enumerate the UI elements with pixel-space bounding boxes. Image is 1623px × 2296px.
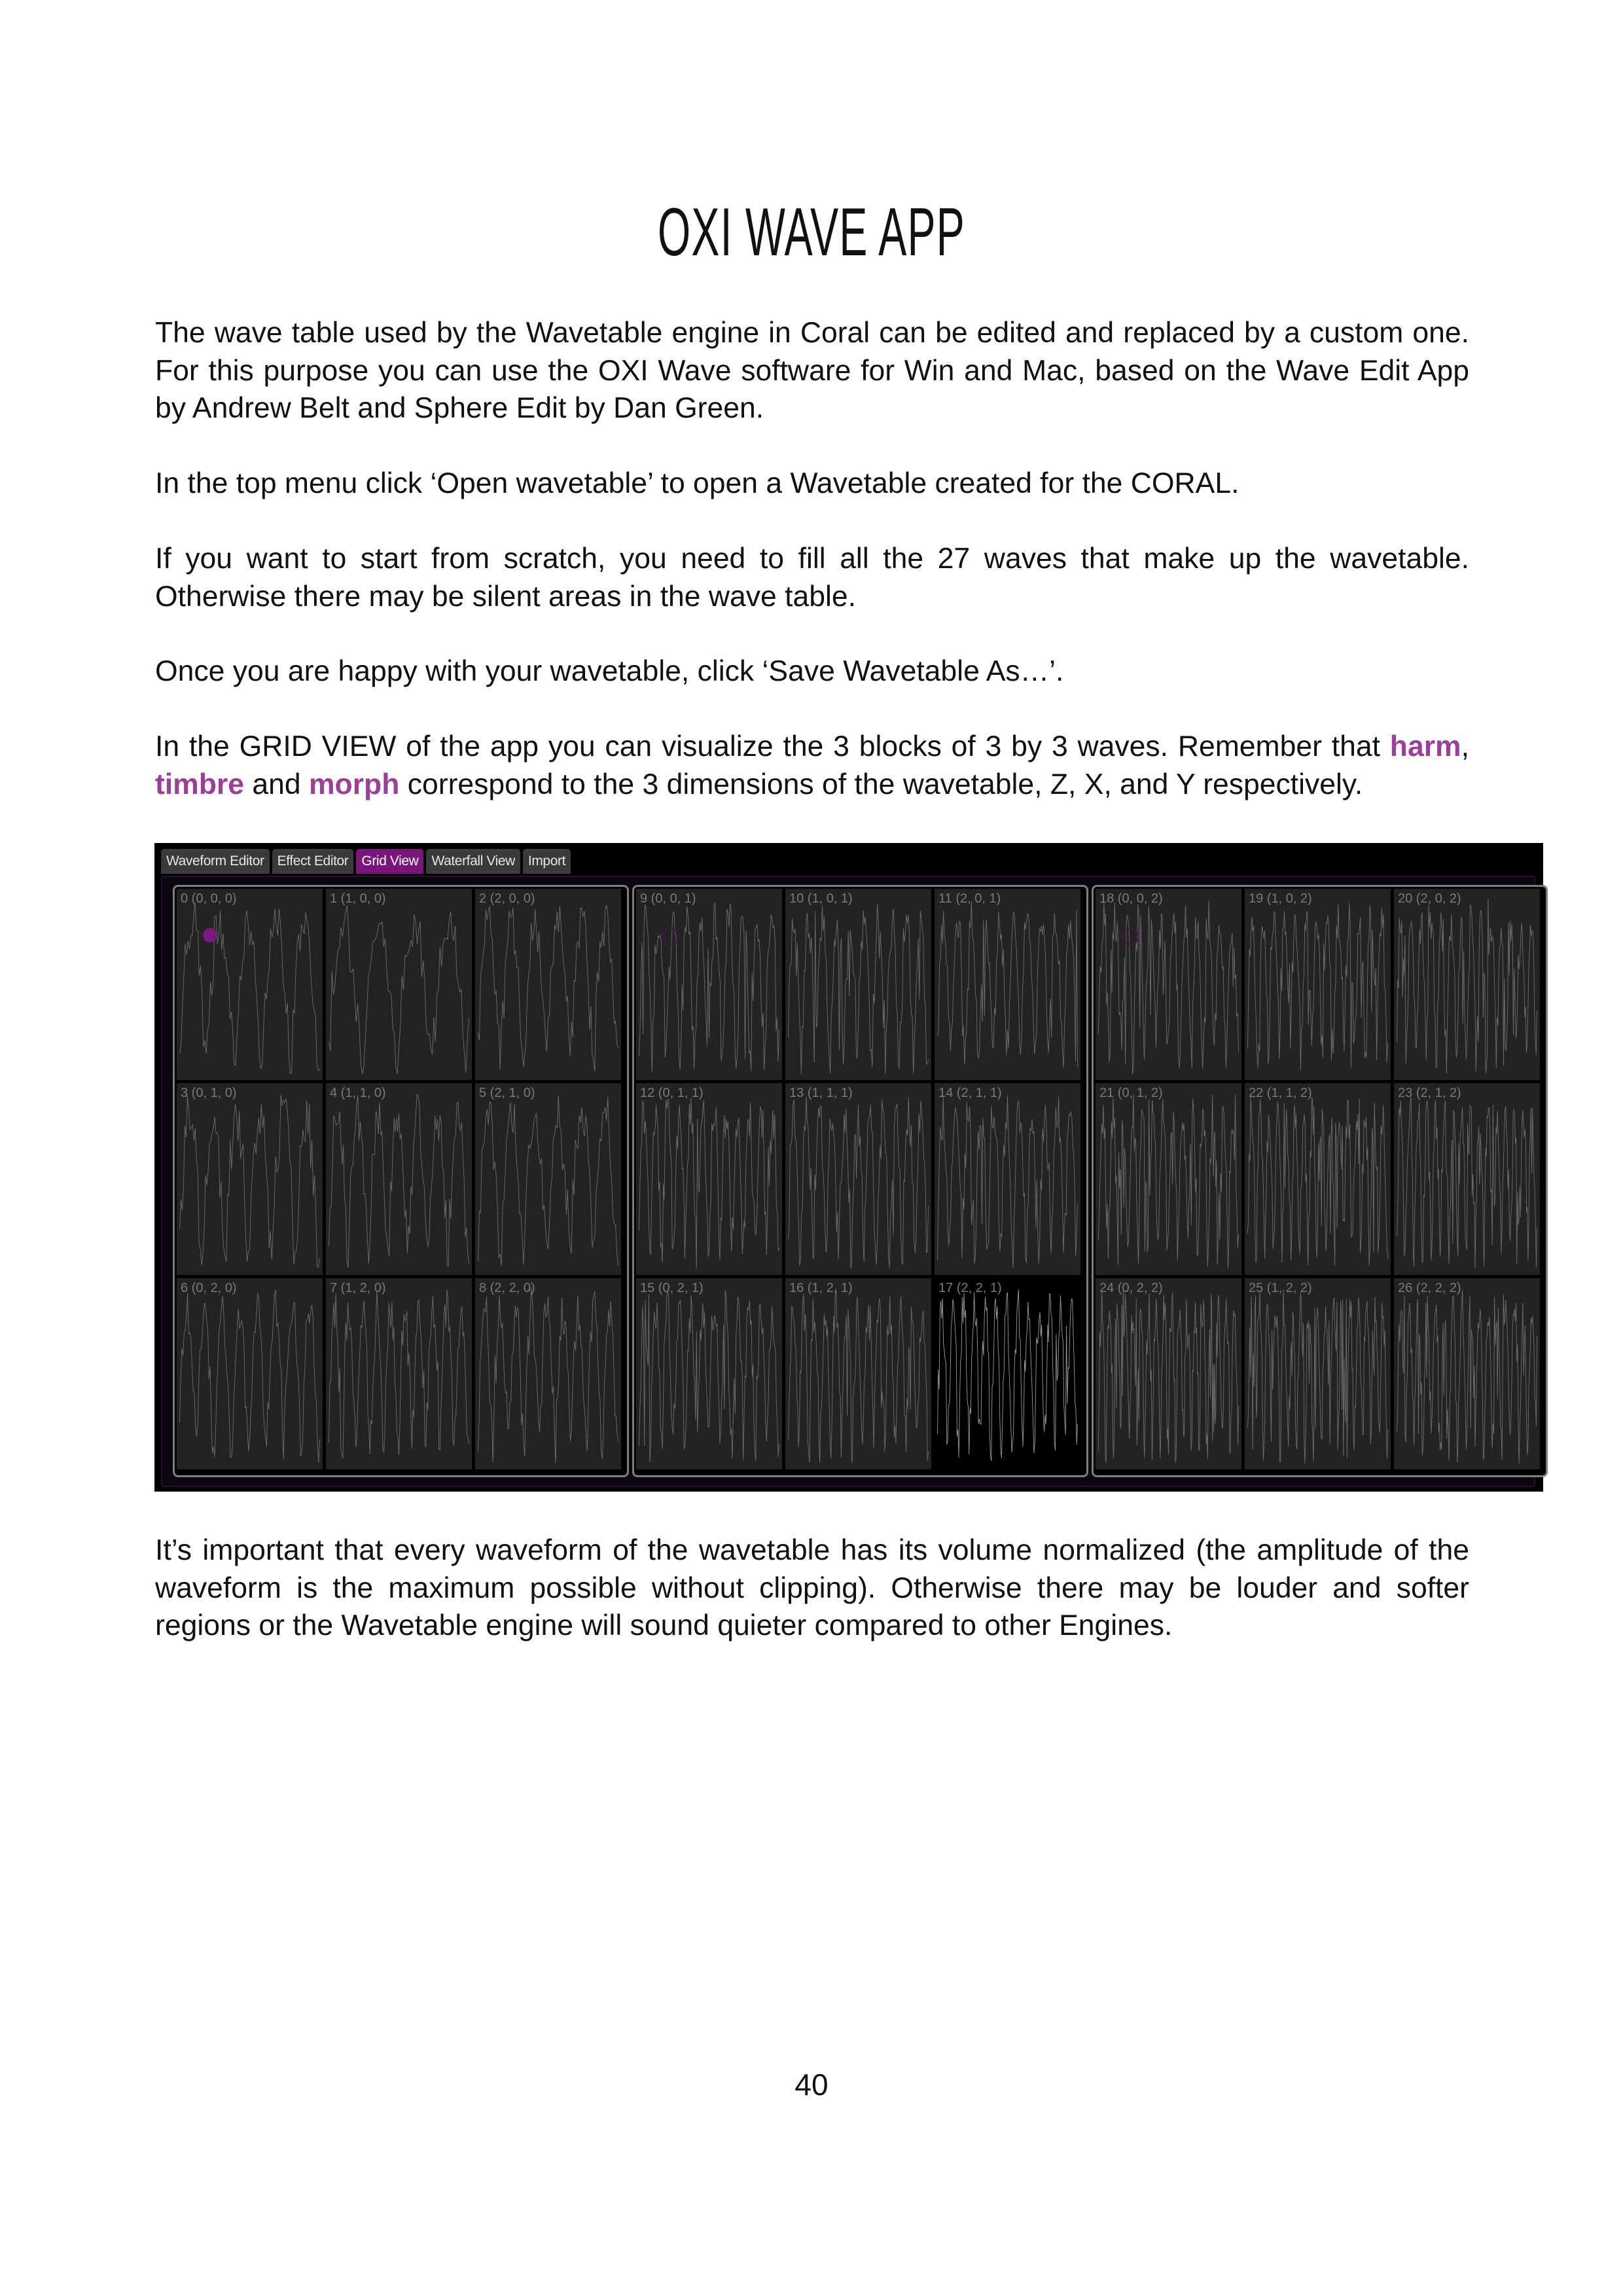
waveform-line xyxy=(788,1288,928,1463)
page-title: OXI WAVE APP xyxy=(658,194,965,270)
waveform-graphic xyxy=(785,1278,931,1469)
wave-cell[interactable] xyxy=(1394,1083,1540,1274)
wave-cell[interactable] xyxy=(636,1083,782,1274)
waveform-line xyxy=(1397,1097,1537,1268)
wave-cell-label: 3 (0, 1, 0) xyxy=(181,1086,237,1101)
wave-cell[interactable] xyxy=(177,1278,323,1469)
wave-cell[interactable] xyxy=(785,1278,931,1469)
wave-cell[interactable] xyxy=(1096,1083,1241,1274)
wave-cell-label: 10 (1, 0, 1) xyxy=(789,891,853,906)
wave-cell[interactable] xyxy=(636,1278,782,1469)
wave-cell[interactable] xyxy=(475,1278,621,1469)
waveform-graphic xyxy=(326,1278,472,1469)
waveform-graphic xyxy=(177,1083,323,1274)
grid-view-panel xyxy=(161,876,1535,1487)
waveform-line xyxy=(329,905,469,1074)
wave-cell-label: 26 (2, 2, 2) xyxy=(1398,1280,1461,1295)
tab-bar xyxy=(161,849,571,874)
wave-cell[interactable] xyxy=(1096,889,1241,1080)
paragraph-save-wavetable: Once you are happy with your wavetable, click ‘Save Wavetable As…’. xyxy=(155,655,1064,687)
waveform-graphic xyxy=(326,889,472,1080)
waveform-graphic xyxy=(1096,889,1241,1080)
grid-view-text-d: correspond to the 3 dimensions of the wavetable, Z, X, and Y respectively. xyxy=(399,768,1363,800)
wave-cell[interactable] xyxy=(326,1278,472,1469)
wave-cell[interactable] xyxy=(935,1083,1080,1274)
wave-cell[interactable] xyxy=(475,1083,621,1274)
wave-cell-label: 14 (2, 1, 1) xyxy=(938,1086,1002,1101)
tab-waterfall-view[interactable]: Waterfall View xyxy=(426,849,520,874)
wave-cell-label: 24 (0, 2, 2) xyxy=(1099,1280,1163,1295)
wave-cell[interactable] xyxy=(1394,1278,1540,1469)
wave-cell-label: 7 (1, 2, 0) xyxy=(330,1280,386,1295)
waveform-graphic xyxy=(935,1083,1080,1274)
wave-cell[interactable] xyxy=(1245,1278,1391,1469)
waveform-graphic xyxy=(475,1278,621,1469)
waveform-line xyxy=(478,905,618,1071)
wave-cell-label: 0 (0, 0, 0) xyxy=(181,891,237,906)
grid-view-text-c: and xyxy=(244,768,309,800)
page-number: 40 xyxy=(794,2068,829,2102)
waveform-graphic xyxy=(326,1083,472,1274)
wave-cell[interactable] xyxy=(935,1278,1080,1469)
wave-cell-label: 5 (2, 1, 0) xyxy=(479,1086,535,1101)
position-marker-icon[interactable] xyxy=(203,928,217,942)
timbre-highlight: timbre xyxy=(155,768,244,800)
waveform-graphic xyxy=(785,889,931,1080)
waveform-line xyxy=(1397,899,1537,1073)
wave-cell-label: 25 (1, 2, 2) xyxy=(1249,1280,1312,1295)
waveform-graphic xyxy=(177,1278,323,1469)
waveform-graphic xyxy=(1245,889,1391,1080)
waveform-line xyxy=(1098,1094,1238,1268)
waveform-line xyxy=(788,1097,928,1269)
waveform-line xyxy=(1247,1289,1387,1463)
waveform-line xyxy=(329,1289,469,1458)
waveform-line xyxy=(1247,903,1387,1070)
waveform-line xyxy=(639,903,779,1072)
wave-block xyxy=(632,885,1088,1477)
waveform-line xyxy=(639,1290,779,1462)
wave-cell-label: 16 (1, 2, 1) xyxy=(789,1280,853,1295)
wave-cell[interactable] xyxy=(475,889,621,1080)
tab-import[interactable]: Import xyxy=(523,849,571,874)
waveform-graphic xyxy=(1245,1083,1391,1274)
waveform-graphic xyxy=(475,889,621,1080)
wave-cell-label: 1 (1, 0, 0) xyxy=(330,891,386,906)
wave-cell[interactable] xyxy=(785,1083,931,1274)
grid-view-text-a: In the GRID VIEW of the app you can visualize the 3 blocks of 3 by 3 waves. Remember that xyxy=(155,730,1390,762)
wave-cell[interactable] xyxy=(1394,889,1540,1080)
waveform-line xyxy=(478,1096,618,1266)
tab-effect-editor[interactable]: Effect Editor xyxy=(272,849,354,874)
wave-cell-label: 11 (2, 0, 1) xyxy=(938,891,1001,906)
wave-cell-label: 8 (2, 2, 0) xyxy=(479,1280,535,1295)
wave-cell-label: 22 (1, 1, 2) xyxy=(1249,1086,1312,1101)
waveform-line xyxy=(179,1289,319,1462)
wave-cell[interactable] xyxy=(935,889,1080,1080)
wave-cell-label: 23 (2, 1, 2) xyxy=(1398,1086,1461,1101)
wave-cell-label: 15 (0, 2, 1) xyxy=(640,1280,704,1295)
wave-cell-label: 13 (1, 1, 1) xyxy=(789,1086,853,1101)
waveform-line xyxy=(788,904,928,1075)
waveform-graphic xyxy=(636,889,782,1080)
waveform-graphic xyxy=(475,1083,621,1274)
waveform-graphic xyxy=(1394,1278,1540,1469)
waveform-graphic xyxy=(177,889,323,1080)
wave-cell-label: 12 (0, 1, 1) xyxy=(640,1086,704,1101)
waveform-graphic xyxy=(1096,1278,1241,1469)
oxi-wave-app-screenshot xyxy=(154,843,1543,1492)
waveform-graphic xyxy=(935,1278,1080,1469)
morph-highlight: morph xyxy=(308,768,400,800)
waveform-graphic xyxy=(785,1083,931,1274)
wave-cell-label: 21 (0, 1, 2) xyxy=(1099,1086,1163,1101)
waveform-line xyxy=(639,1098,779,1269)
paragraph-open-wavetable: In the top menu click ‘Open wavetable’ to open a Wavetable created for the CORAL. xyxy=(155,467,1240,499)
waveform-graphic xyxy=(935,889,1080,1080)
waveform-graphic xyxy=(636,1278,782,1469)
waveform-line xyxy=(937,901,1077,1067)
tab-waveform-editor[interactable]: Waveform Editor xyxy=(161,849,270,874)
paragraph-normalize: It’s important that every waveform of the wavetable has its volume normalized (the amplitude of the waveform is the maximum possible without clipping). Otherwise there may be louder and softer regions or the Wavetable engine will sound quieter compared to other Engines. xyxy=(155,1534,1469,1641)
wave-cell-label: 6 (0, 2, 0) xyxy=(181,1280,237,1295)
harm-highlight: harm xyxy=(1389,730,1461,762)
wave-cell-label: 4 (1, 1, 0) xyxy=(330,1086,386,1101)
wave-cell[interactable] xyxy=(1245,889,1391,1080)
waveform-line xyxy=(937,1096,1077,1268)
wave-cell-label: 17 (2, 2, 1) xyxy=(938,1280,1002,1295)
waveform-graphic xyxy=(636,1083,782,1274)
wave-block xyxy=(1092,885,1548,1477)
paragraph-grid-view xyxy=(155,728,1469,803)
waveform-line xyxy=(1098,901,1238,1074)
wave-cell-label: 9 (0, 0, 1) xyxy=(640,891,696,906)
wave-cell[interactable] xyxy=(326,1083,472,1274)
wave-cell-label: 18 (0, 0, 2) xyxy=(1099,891,1163,906)
wave-cell[interactable] xyxy=(1096,1278,1241,1469)
wave-cell[interactable] xyxy=(326,889,472,1080)
position-marker-icon[interactable] xyxy=(662,928,679,945)
wave-cell-label: 19 (1, 0, 2) xyxy=(1249,891,1312,906)
wave-cell[interactable] xyxy=(636,889,782,1080)
waveform-graphic xyxy=(1245,1278,1391,1469)
wave-cell-label: 2 (2, 0, 0) xyxy=(479,891,535,906)
waveform-line xyxy=(1397,1290,1537,1463)
grid-view-text-b: , xyxy=(1461,730,1469,762)
paragraph-intro: The wave table used by the Wavetable engine in Coral can be edited and replaced by a custom one. For this purpose you can use the OXI Wave software for Win and Mac, based on the Wave Edit App by Andrew Belt and Sphere Edit by Dan Green. xyxy=(155,317,1469,424)
wave-cell[interactable] xyxy=(177,1083,323,1274)
waveform-graphic xyxy=(1394,889,1540,1080)
position-marker-icon[interactable] xyxy=(1122,928,1139,945)
waveform-line xyxy=(1247,1097,1387,1266)
waveform-line xyxy=(937,1289,1077,1461)
waveform-graphic xyxy=(1096,1083,1241,1274)
wave-block xyxy=(173,885,629,1477)
wave-cell[interactable] xyxy=(785,889,931,1080)
waveform-line xyxy=(179,1095,319,1267)
tab-grid-view[interactable]: Grid View xyxy=(356,849,423,874)
wave-cell-label: 20 (2, 0, 2) xyxy=(1398,891,1461,906)
paragraph-start-scratch: If you want to start from scratch, you need to fill all the 27 waves that make up the wavetable. Otherwise there may be silent areas in the wave table. xyxy=(155,543,1469,613)
wave-cell[interactable] xyxy=(1245,1083,1391,1274)
waveform-line xyxy=(478,1287,618,1462)
waveform-line xyxy=(1098,1289,1238,1463)
waveform-line xyxy=(179,903,319,1073)
waveform-graphic xyxy=(1394,1083,1540,1274)
wave-cell[interactable] xyxy=(177,889,323,1080)
waveform-line xyxy=(329,1094,469,1268)
